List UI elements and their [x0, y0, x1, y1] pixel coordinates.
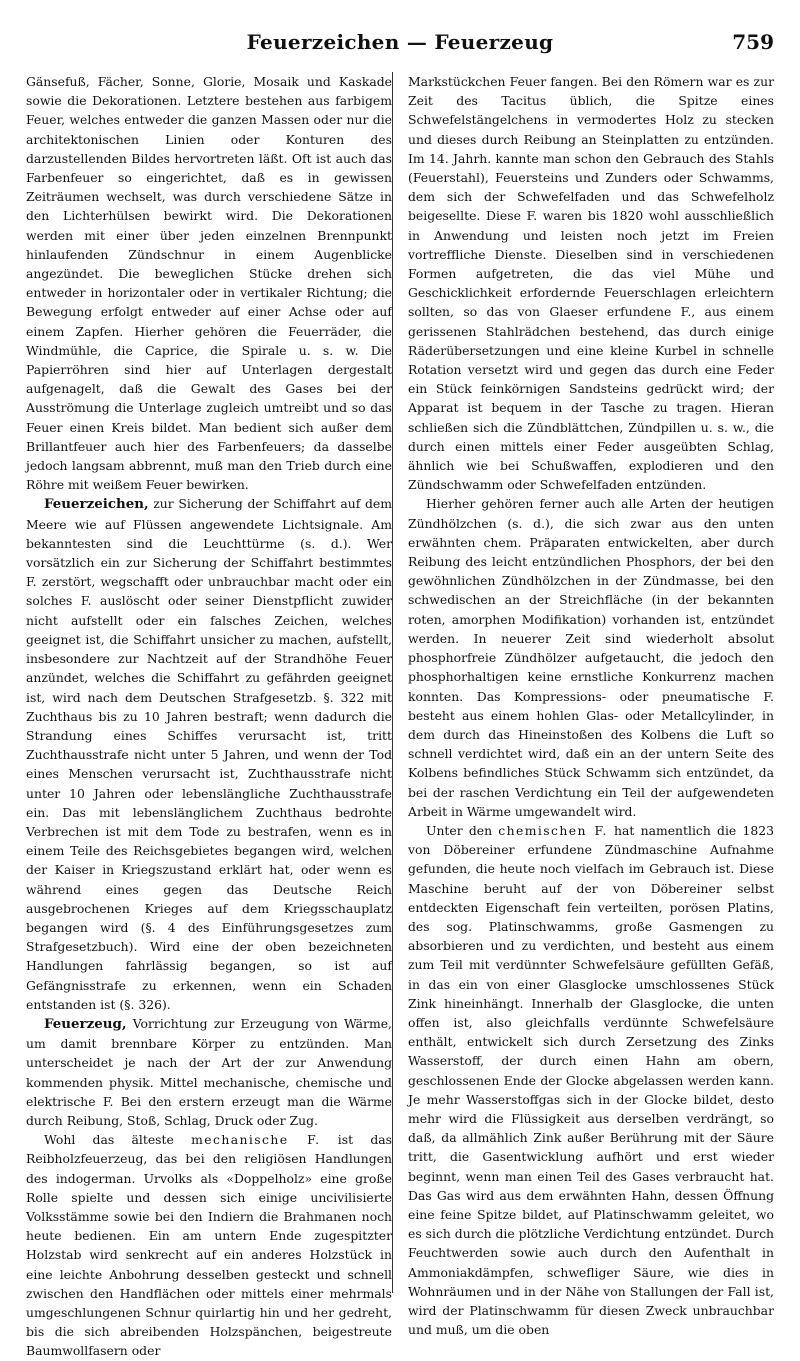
entry-feuerzeichen	[26, 494, 392, 1013]
left-column	[26, 72, 392, 1359]
paragraph-chemische-text: hat namentlich die 1823 von Döbereiner erfundene Zündmaschine Aufnahme gefunden, die heute noch vielfach im Gebrauch ist. Diese Maschine beruht auf der von Döbereiner selbst entdeckten Eigenschaft fein verteilten, porösen Platins, des sog. Platinschwamms, große Gasmengen zu absorbieren und zu verdichten, und besteht aus einem zum Teil mit verdünnter Schwefelsäure gefüllten Gefäß, in das ein von einer Glasglocke umschlossenes Stück Zink hineinhängt. Innerhalb der Glasglocke, die unten offen ist, also gleichfalls verdünnte Schwefelsäure enthält, entwickelt sich durch Zersetzung des Zinks Wasserstoff, der durch einen Hahn am obern, geschlossenen Ende der Glocke abgelassen werden kann. Je mehr Wasserstoffgas sich in der Glocke bildet, desto mehr wird die Flüssigkeit aus derselben verdrängt, so daß, da allmählich Zink außer Berührung mit der Säure tritt, die Gasentwicklung aufhört und erst wieder beginnt, wenn man einen Teil des Gases verbraucht hat. Das Gas wird aus dem erwähnten Hahn, dessen Öffnung eine feine Spitze bildet, auf Platinschwamm geleitet, wo es sich durch die plötzliche Verdichtung entzündet. Durch Feuchtwerden sowie auch durch den Aufenthalt in Ammoniakdämpfen, schwefliger Säure, wie dies in Wohnräumen und in der Nähe von Stallungen der Fall ist, wird der Platinschwamm für diesen Zweck unbrauchbar und muß, um die oben	[408, 822, 774, 1338]
right-column	[408, 72, 774, 1338]
entry-feuerzeichen-text: zur Sicherung der Schiffahrt auf dem Meere wie auf Flüssen angewendete Lichtsignale. Am bekanntesten sind die Leuchttürme (s. d.). Wer vorsätzlich ein zur Sicherung der Schiffahrt bestimmtes F. zerstört, wegschafft oder unbrauchbar macht oder ein solches F. auslöscht oder seiner Dienstpflicht zuwider nicht aufstellt oder ein falsches Zeichen, welches geeignet ist, die Schiffahrt unsicher zu machen, aufstellt, insbesondere zur Nachtzeit auf der Strandhöhe Feuer anzündet, welches die Schiffahrt zu gefährden geeignet ist, wird nach dem Deutschen Strafgesetzb. §. 322 mit Zuchthaus bis zu 10 Jahren bestraft; wenn dadurch die Strandung eines Schiffes verursacht ist, tritt Zuchthausstrafe nicht unter 5 Jahren, und wenn der Tod eines Menschen verursacht ist, Zuchthausstrafe nicht unter 10 Jahren oder lebenslängliche Zuchthausstrafe ein. Das mit lebenslänglichem Zuchthaus bedrohte Verbrechen ist mit dem Tode zu bestrafen, wenn es in einem Teile des Reichsgebietes begangen wird, welchen der Kaiser in Kriegszustand erklärt hat, oder wenn es während eines gegen das Deutsche Reich ausgebrochenen Krieges auf dem Kriegsschauplatz begangen wird (§. 4 des Einführungsgesetzes zum Strafgesetzbuch). Wird eine der oben bezeichneten Handlungen fahrlässig begangen, so ist auf Gefängnisstrafe zu erkennen, wenn ein Schaden entstanden ist (§. 326).	[26, 496, 392, 1012]
paragraph-chemische-lead: Unter den	[426, 822, 499, 838]
paragraph-stahl-zunder: Markstückchen Feuer fangen. Bei den Römern war es zur Zeit des Tacitus üblich, die Spitze eines Schwefelstängelchens in vermodertes Holz zu stecken und dieses durch Reibung an Steinplatten zu entzünden. Im 14. Jahrh. kannte man schon den Gebrauch des Stahls (Feuerstahl), Feuersteins und Zunders oder Schwamms, dem sich der Schwefelfaden und das Schwefelholz beigesellte. Diese F. waren bis 1820 wohl ausschließlich in Anwendung und leisten noch jetzt im Freien vortreffliche Dienste. Dieselben sind in verschiedenen Formen aufgetreten, die das viel Mühe und Geschicklichkeit erfordernde Feuerschlagen erleichtern sollten, so das von Glaeser erfundene F., aus einem gerissenen Stahlrädchen bestehend, das durch einige Räderübersetzungen und eine kleine Kurbel in schnelle Rotation versetzt wird und gegen das durch eine Feder ein Stück feinkörnigen Sandsteins gedrückt wird; der Apparat ist bequem in der Tasche zu tragen. Hieran schließen sich die Zündblättchen, Zündpillen u. s. w., die durch einen mittels einer Feder ausgeübten Schlag, ähnlich wie bei Schußwaffen, explodieren und den Zündschwamm oder Schwefelfaden entzünden.	[408, 74, 774, 493]
paragraph-mechanische-lead: Wohl das älteste	[44, 1132, 192, 1148]
paragraph-chemische	[408, 821, 774, 1339]
paragraph-mechanische-text: ist das Reibholzfeuerzeug, das bei den religiösen Handlungen des indogerman. Urvolks als «Doppelholz» eine große Rolle spielte und dessen sich einige uncivilisierte Volksstämme sowie bei den Indiern die Brahmanen noch heute bedienen. Ein am untern Ende zugespitzter Holzstab wird senkrecht auf ein anderes Holzstück in eine leichte Anbohrung desselben gesteckt und schnell zwischen den Handflächen oder mittels einer mehrmals umgeschlungenen Schnur quirlartig hin und her gedreht, bis die sich abreibenden Holzspänchen, beigestreute Baumwollfasern oder	[26, 1132, 392, 1359]
paragraph-zuendhoelzchen: Hierher gehören ferner auch alle Arten der heutigen Zündhölzchen (s. d.), die sich zwar aus den unten erwähnten chem. Präparaten entwickelten, aber durch Reibung des leicht entzündlichen Phosphors, der bei den gewöhnlichen Zündhölzchen in der Zündmasse, bei den schwedischen an der Streichfläche (in der bekannten roten, amorphen Modifikation) vorhanden ist, entzündet werden. In neuerer Zeit sind wiederholt absolut phosphorfreie Zündhölzer aufgetaucht, die jedoch den phosphorhaltigen keine ernstliche Konkurrenz machen konnten. Das Kompressions- oder pneumatische F. besteht aus einem hohlen Glas- oder Metallcylinder, in dem durch das Hineinstoßen des Kolbens die Luft so schnell verdichtet wird, daß ein an der untern Seite des Kolbens befindliches Stück Schwamm sich entzündet, da bei der raschen Verdichtung ein Teil der aufgewendeten Arbeit in Wärme umgewandelt wird.	[408, 496, 774, 819]
spaced-term-mechanische: mechanische F.	[191, 1132, 321, 1148]
paragraph-mechanische	[26, 1130, 392, 1360]
paragraph-fireworks-end: Gänsefuß, Fächer, Sonne, Glorie, Mosaik und Kaskade sowie die Dekorationen. Letztere bestehen aus farbigem Feuer, welches entweder die ganzen Massen oder nur die architektonischen Linien oder Konturen des darzustellenden Bildes hervortreten läßt. Oft ist auch das Farbenfeuer so eingerichtet, daß es in gewissen Zeiträumen wechselt, was durch verschiedene Sätze in den Lichterhülsen bewirkt wird. Die Dekorationen werden mit einer über jeden einzelnen Brennpunkt hinlaufenden Zündschnur in einem Augenblicke angezündet. Die beweglichen Stücke drehen sich entweder in horizontaler oder in vertikaler Richtung; die Bewegung erfolgt entweder auf einer Achse oder auf einem Zapfen. Hierher gehören die Feuerräder, die Windmühle, die Caprice, die Spirale u. s. w. Die Papierröhren sind hier auf Unterlagen dergestalt aufgenagelt, daß die Gewalt des Gases bei der Ausströmung die Unterlage zugleich umtreibt und so das Feuer einen Kreis bildet. Man bedient sich außer dem Brillantfeuer auch hier des Farbenfeuers; da dasselbe jedoch langsam abbrennt, muß man den Trieb durch eine Röhre mit weißem Feuer bewirken.	[26, 74, 392, 493]
text-columns	[26, 72, 774, 1359]
entry-feuerzeug	[26, 1014, 392, 1130]
running-title: Feuerzeichen — Feuerzeug	[246, 30, 554, 54]
headword-feuerzeug: Feuerzeug,	[44, 1015, 127, 1032]
entry-feuerzeug-text: Vorrichtung zur Erzeugung von Wärme, um damit brennbare Körper zu entzünden. Man unterscheidet je nach der Art der zur Anwendung kommenden physik. Mittel mechanische, chemische und elektrische F. Bei den erstern erzeugt man die Wärme durch Reibung, Stoß, Schlag, Druck oder Zug.	[26, 1015, 392, 1128]
page-header	[26, 22, 774, 62]
headword-feuerzeichen: Feuerzeichen,	[44, 496, 149, 513]
spaced-term-chemische: chemischen F.	[498, 822, 608, 838]
page-number: 759	[732, 30, 774, 54]
